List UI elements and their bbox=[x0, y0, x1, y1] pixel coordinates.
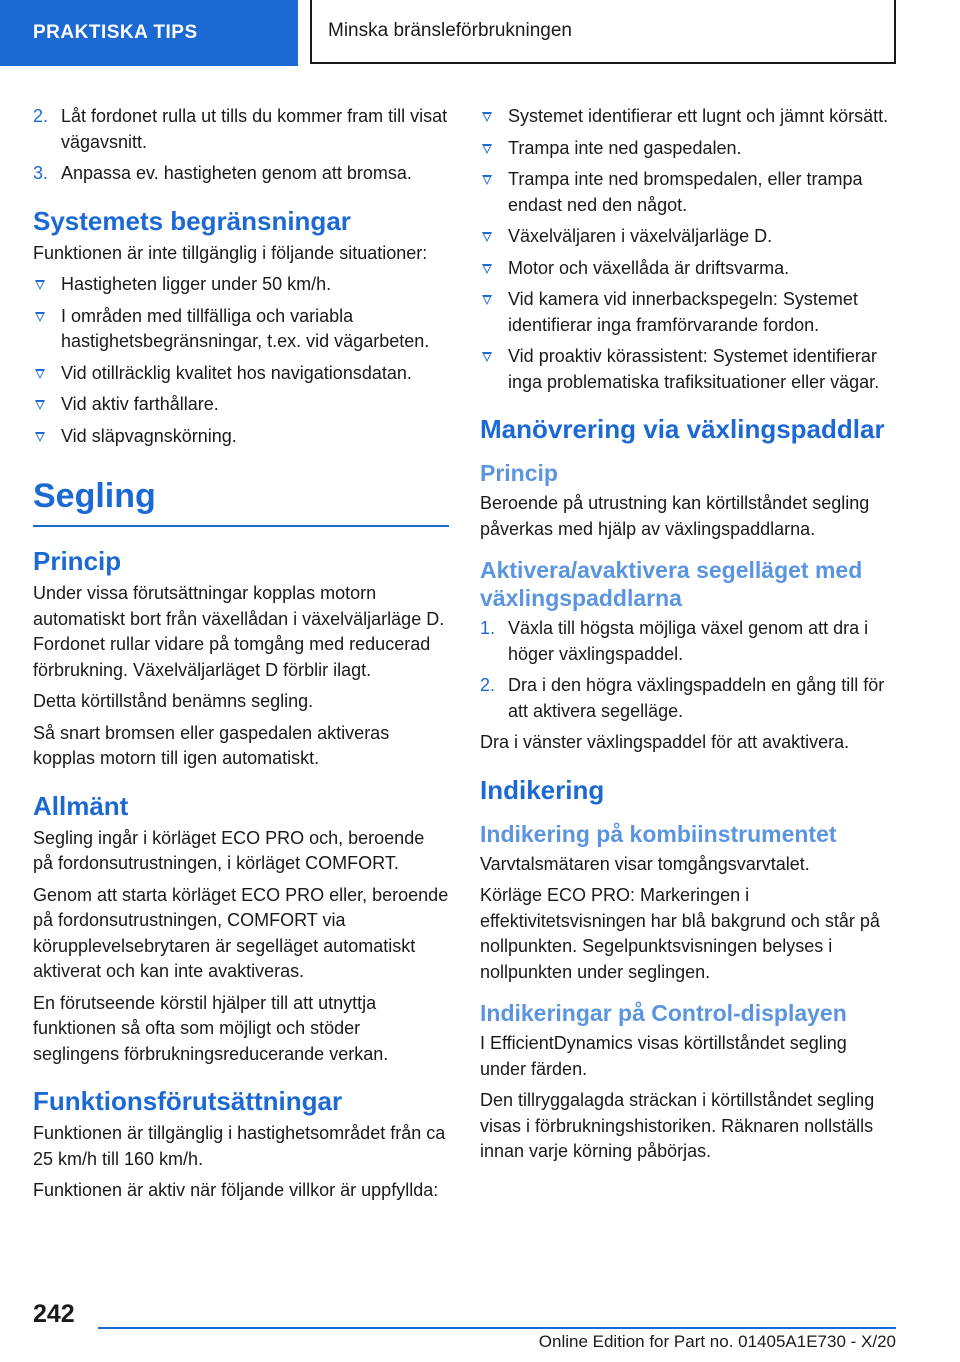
paragraph: En förutseende körstil hjälper till att utnyttja funktionen så ofta som möjligt och stöder seglingens förbrukningsreducerande verkan. bbox=[33, 992, 389, 1064]
indication-heading: Indikering bbox=[480, 774, 605, 805]
bullet-item bbox=[480, 136, 896, 162]
bullet-text: Motor och växellåda är driftsvarma. bbox=[508, 257, 790, 278]
bullet-item bbox=[480, 104, 896, 130]
section-tab: PRAKTISKA TIPS bbox=[0, 0, 298, 66]
paragraph: Beroende på utrustning kan körtillståndet segling påverkas med hjälp av växlingspaddlarna. bbox=[480, 493, 870, 539]
paragraph: Under vissa förutsättningar kopplas motorn automatiskt bort från växellådan i växelväljarläge D. Fordonet rullar vidare på tomgång med reducerad förbrukning. Växelväljarläget D förblir ilagt. bbox=[33, 583, 445, 680]
step-item bbox=[33, 161, 449, 187]
bullet-item bbox=[33, 361, 449, 387]
bullet-item bbox=[33, 304, 449, 355]
bullet-text: Systemet identifierar ett lugnt och jämnt körsätt. bbox=[508, 106, 889, 126]
paragraph: Detta körtillstånd benämns segling. bbox=[33, 691, 314, 711]
triangle-bullet-icon bbox=[35, 432, 45, 442]
bullet-item bbox=[480, 344, 896, 395]
bullet-text: Hastigheten ligger under 50 km/h. bbox=[61, 274, 332, 294]
bullet-text: I områden med tillfälliga och variabla hastighetsbegränsningar, t.ex. vid vägarbeten. bbox=[61, 305, 430, 351]
triangle-bullet-icon bbox=[35, 280, 45, 290]
prerequisites-heading: Funktionsförutsättningar bbox=[33, 1086, 343, 1116]
step-text: Växla till högsta möjliga växel genom att dra i höger växlingspaddel. bbox=[508, 618, 869, 664]
paragraph: Funktionen är aktiv när följande villkor är uppfyllda: bbox=[33, 1180, 439, 1200]
bullet-item bbox=[480, 256, 896, 282]
bullet-text: Trampa inte ned gaspedalen. bbox=[508, 137, 742, 158]
bullet-item bbox=[33, 272, 449, 298]
step-number: 1. bbox=[480, 618, 496, 638]
triangle-bullet-icon bbox=[482, 175, 492, 185]
step-number: 3. bbox=[33, 163, 49, 183]
triangle-bullet-icon bbox=[482, 232, 492, 242]
step-item bbox=[480, 616, 896, 667]
bullet-item bbox=[480, 167, 896, 218]
triangle-bullet-icon bbox=[482, 112, 492, 122]
bullet-text: Växelväljaren i växelväljarläge D. bbox=[508, 226, 773, 246]
page-header bbox=[0, 0, 960, 66]
princip-subheading: Princip bbox=[480, 460, 558, 486]
chapter-title: Segling bbox=[33, 475, 449, 527]
triangle-bullet-icon bbox=[482, 295, 492, 305]
paragraph: Körläge ECO PRO: Markeringen i effektivitetsvisningen har blå bakgrund och står på nollpunkten. Segelpunktsvisningen belyses i nollpunkten under seglingen. bbox=[480, 885, 880, 982]
paragraph: Dra i vänster växlingspaddel för att avaktivera. bbox=[480, 732, 850, 752]
step-item bbox=[480, 673, 896, 724]
triangle-bullet-icon bbox=[35, 369, 45, 379]
triangle-bullet-icon bbox=[35, 400, 45, 410]
paddles-heading: Manövrering via växlingspaddlar bbox=[480, 414, 885, 444]
bullet-text: Trampa inte ned bromspedalen, eller trampa endast ned den något. bbox=[508, 169, 863, 215]
step-number: 2. bbox=[480, 675, 496, 695]
triangle-bullet-icon bbox=[35, 312, 45, 322]
bullet-text: Vid kamera vid innerbackspegeln: Systemet identifierar inga framförvarande fordon. bbox=[508, 289, 858, 335]
left-column bbox=[33, 104, 449, 1210]
paragraph: Genom att starta körläget ECO PRO eller, beroende på fordonsutrustningen, COMFORT via körupplevelsebrytaren är segelläget automatiskt aktiverat och kan inte avaktiveras. bbox=[33, 884, 449, 981]
princip-heading: Princip bbox=[33, 546, 122, 576]
activate-subheading: Aktivera/avaktivera segelläget med växlingspaddlarna bbox=[480, 557, 863, 611]
step-item bbox=[33, 104, 449, 155]
page-number: 242 bbox=[33, 1300, 75, 1328]
control-display-subheading: Indikeringar på Control-displayen bbox=[480, 1000, 847, 1026]
limits-intro: Funktionen är inte tillgänglig i följande situationer: bbox=[33, 242, 428, 263]
right-column bbox=[480, 104, 896, 1171]
paragraph: Funktionen är tillgänglig i hastighetsområdet från ca 25 km/h till 160 km/h. bbox=[33, 1123, 446, 1169]
bullet-item bbox=[480, 287, 896, 338]
instrument-subheading: Indikering på kombiinstrumentet bbox=[480, 820, 837, 847]
triangle-bullet-icon bbox=[482, 352, 492, 362]
paragraph: Segling ingår i körläget ECO PRO och, beroende på fordonsutrustningen, i körläget COMFORT. bbox=[33, 827, 425, 873]
paragraph: Varvtalsmätaren visar tomgångsvarvtalet. bbox=[480, 853, 810, 874]
bullet-text: Vid proaktiv körassistent: Systemet identifierar inga problematiska trafiksituationer eller vägar. bbox=[508, 346, 880, 392]
triangle-bullet-icon bbox=[482, 264, 492, 274]
triangle-bullet-icon bbox=[482, 144, 492, 154]
step-number: 2. bbox=[33, 106, 49, 126]
edition-text: Online Edition for Part no. 01405A1E730 - X/20 bbox=[538, 1332, 896, 1351]
bullet-item bbox=[33, 392, 449, 418]
bullet-item bbox=[33, 424, 449, 450]
paragraph: Så snart bromsen eller gaspedalen aktiveras kopplas motorn till igen automatiskt. bbox=[33, 722, 390, 768]
chapter-tab: Minska bränsleförbrukningen bbox=[310, 0, 896, 64]
step-text: Låt fordonet rulla ut tills du kommer fram till visat vägavsnitt. bbox=[61, 106, 448, 152]
footer-divider bbox=[98, 1327, 896, 1329]
bullet-text: Vid otillräcklig kvalitet hos navigationsdatan. bbox=[61, 362, 412, 383]
bullet-text: Vid aktiv farthållare. bbox=[61, 394, 219, 414]
paragraph: Den tillryggalagda sträckan i körtillståndet segling visas i förbrukningshistoriken. Räknaren nollställs innan varje körning påbörjas. bbox=[480, 1090, 875, 1161]
bullet-item bbox=[480, 224, 896, 250]
step-text: Dra i den högra växlingspaddeln en gång till för att aktivera segelläge. bbox=[508, 675, 885, 721]
paragraph: I EfficientDynamics visas körtillståndet segling under färden. bbox=[480, 1033, 847, 1079]
allmant-heading: Allmänt bbox=[33, 790, 129, 821]
step-text: Anpassa ev. hastigheten genom att bromsa. bbox=[61, 163, 412, 183]
bullet-text: Vid släpvagnskörning. bbox=[61, 425, 237, 446]
limits-heading: Systemets begränsningar bbox=[33, 205, 351, 236]
